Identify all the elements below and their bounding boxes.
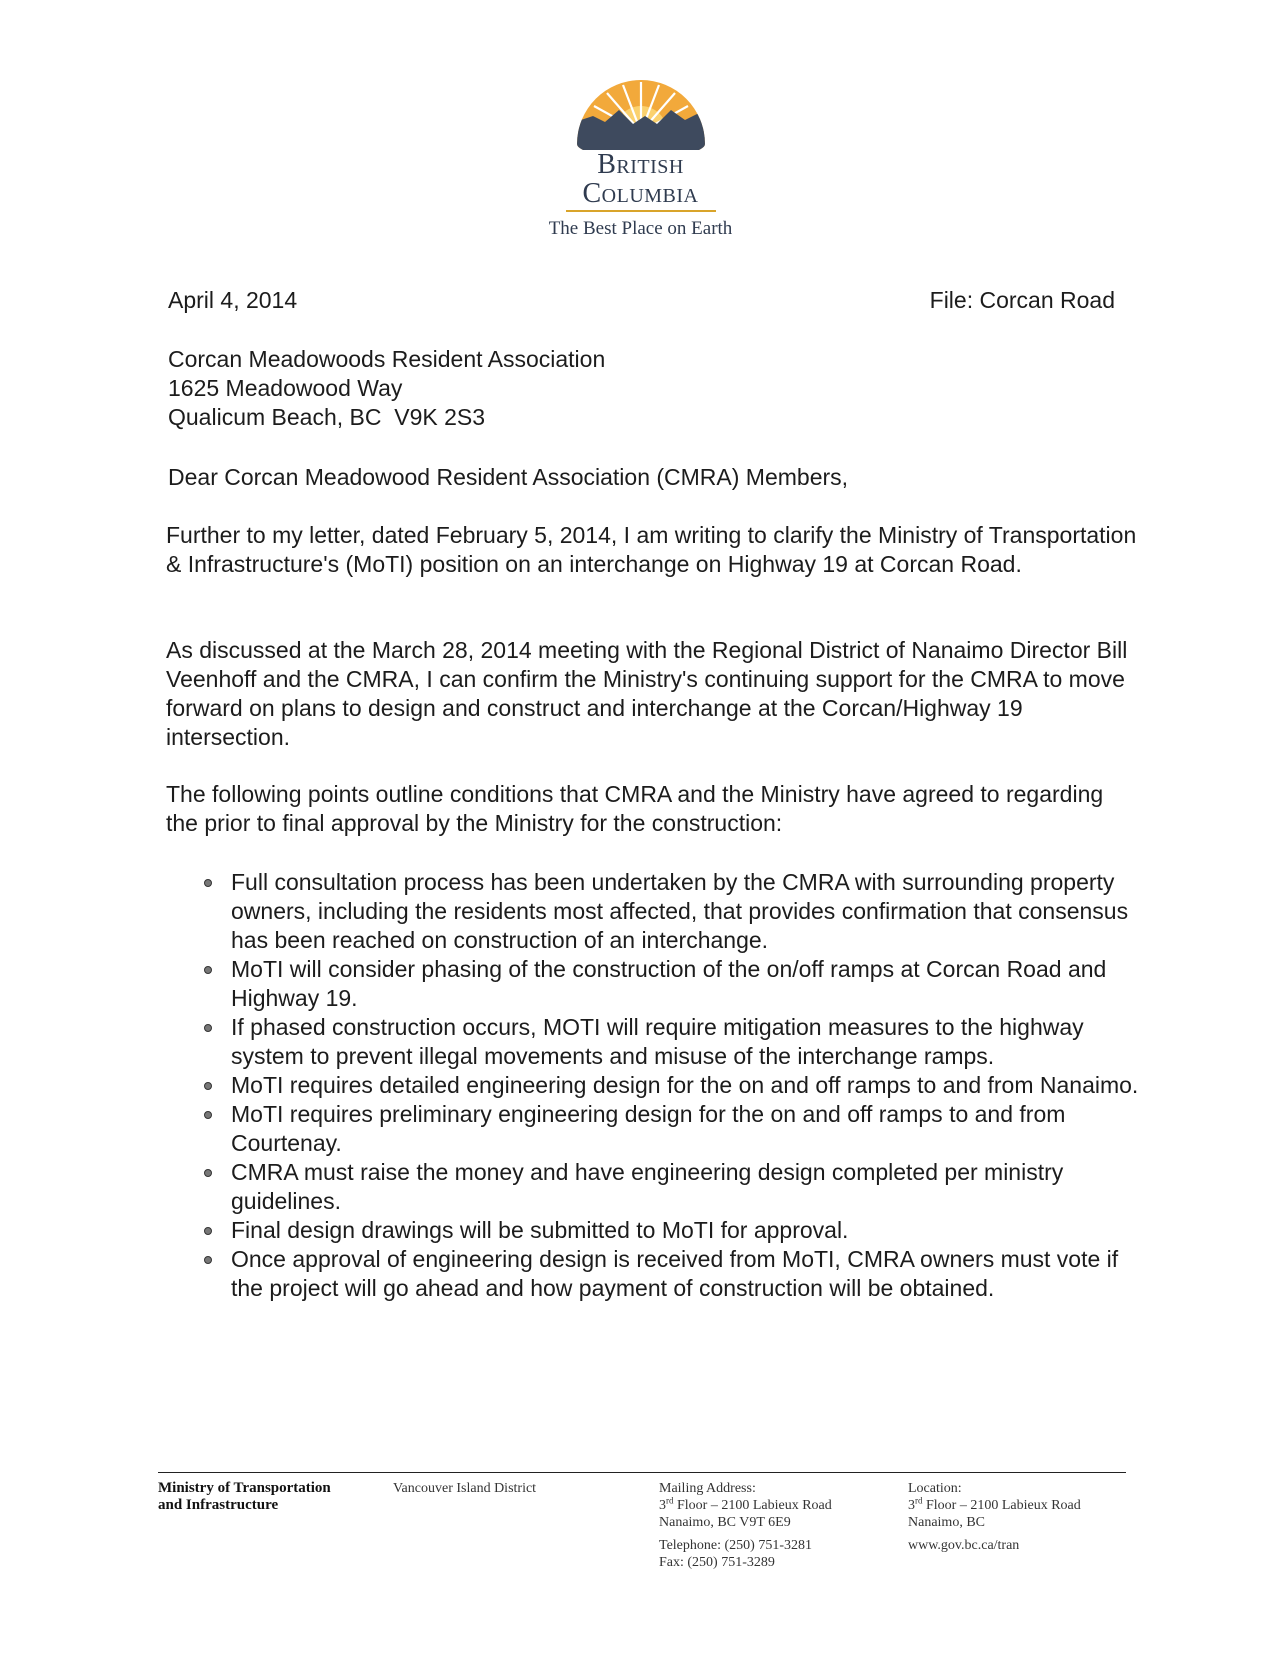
letter-date: April 4, 2014 [168,287,298,313]
list-item-text: MoTI requires preliminary engineering design for the on and off ramps to and from Courtenay. [231,1101,1066,1156]
list-item [204,1100,1149,1158]
list-item [204,1216,1149,1245]
mailing-street: 3rd Floor – 2100 Labieux Road [659,1495,832,1513]
list-item-text: If phased construction occurs, MOTI will require mitigation measures to the highway system to prevent illegal movements and misuse of the interchange ramps. [231,1014,1084,1069]
recipient-address [168,345,605,432]
footer-divider [158,1472,1126,1473]
footer-mailing-address [659,1480,832,1571]
list-item-text: Full consultation process has been undertaken by the CMRA with surrounding property owners, including the residents most affected, that provides confirmation that consensus has been reached on construction of an interchange. [231,869,1129,953]
logo-name-line1: British [597,149,684,180]
list-item [204,868,1149,955]
website-link[interactable]: www.gov.bc.ca/tran [908,1538,1020,1553]
logo-name-line2: Columbia [582,178,699,209]
bc-logo [0,80,1281,240]
bullet-icon [204,1082,212,1090]
bullet-icon [204,1256,212,1264]
list-item-text: Final design drawings will be submitted to MoTI for approval. [231,1217,849,1243]
list-item-text: CMRA must raise the money and have engineering design completed per ministry guidelines. [231,1159,1064,1214]
bc-sun-mountain-icon [575,80,707,150]
list-item-text: Once approval of engineering design is received from MoTI, CMRA owners must vote if the project will go ahead and how payment of construction will be obtained. [231,1246,1119,1301]
bullet-icon [204,1024,212,1032]
telephone: Telephone: (250) 751-3281 [659,1538,812,1553]
bullet-icon [204,966,212,974]
paragraph: The following points outline conditions that CMRA and the Ministry have agreed to regarding the prior to final approval by the Ministry for the construction: [166,781,1104,836]
mailing-label: Mailing Address: [659,1481,756,1496]
footer-location [908,1480,1081,1554]
file-reference: File: Corcan Road [929,287,1115,313]
list-item-text: MoTI requires detailed engineering design for the on and off ramps to and from Nanaimo. [231,1072,1139,1098]
ministry-name-line: Ministry of Transportation [158,1480,331,1496]
bullet-icon [204,1227,212,1235]
address-line: Corcan Meadowoods Resident Association [168,346,606,372]
list-item [204,1245,1149,1303]
footer-district: Vancouver Island District [393,1481,537,1496]
list-item [204,955,1149,1013]
bullet-icon [204,879,212,887]
location-street: 3rd Floor – 2100 Labieux Road [908,1495,1081,1513]
logo-divider [566,210,716,212]
fax: Fax: (250) 751-3289 [659,1555,775,1570]
list-item-text: MoTI will consider phasing of the construction of the on/off ramps at Corcan Road and Highway 19. [231,956,1107,1011]
paragraph: As discussed at the March 28, 2014 meeting with the Regional District of Nanaimo Director Bill Veenhoff and the CMRA, I can confirm the Ministry's continuing support for the CMRA to move forward on plans to design and construct and interchange at the Corcan/Highway 19 intersection. [166,637,1128,750]
address-line: 1625 Meadowood Way [168,375,403,401]
bullet-icon [204,1111,212,1119]
logo-tagline: The Best Place on Earth [548,218,733,239]
salutation: Dear Corcan Meadowood Resident Association (CMRA) Members, [168,464,849,490]
list-item [204,1071,1149,1100]
ministry-name-line: and Infrastructure [158,1497,279,1513]
footer-ministry [158,1480,331,1514]
paragraph: Further to my letter, dated February 5, 2014, I am writing to clarify the Ministry of Transportation & Infrastructure's (MoTI) position on an interchange on Highway 19 at Corcan Road. [166,522,1137,577]
list-item [204,1158,1149,1216]
list-item [204,1013,1149,1071]
address-line: Qualicum Beach, BC V9K 2S3 [168,404,486,430]
mailing-city: Nanaimo, BC V9T 6E9 [659,1515,791,1530]
bullet-icon [204,1169,212,1177]
location-city: Nanaimo, BC [908,1515,985,1530]
conditions-list [204,868,1149,1303]
location-label: Location: [908,1481,962,1496]
